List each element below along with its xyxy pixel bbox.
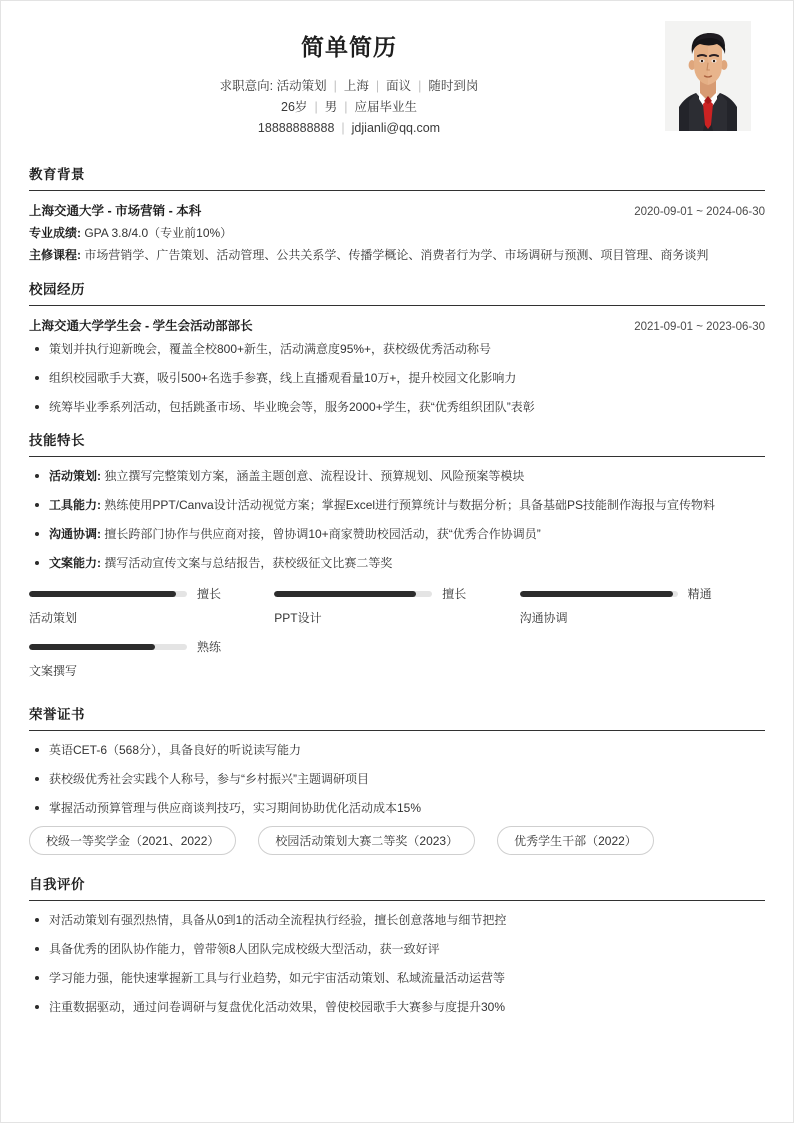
skill-bar-name: 文案撰写 xyxy=(29,664,78,678)
list-item: 注重数据驱动，通过问卷调研与复盘优化活动效果，曾使校园歌手大赛参与度提升30% xyxy=(29,998,765,1017)
skill-text: 撰写活动宣传文案与总结报告，获校级征文比赛二等奖 xyxy=(101,556,393,570)
skills-bullet-list xyxy=(29,467,765,573)
list-item xyxy=(29,496,765,515)
contact-item: 26岁 xyxy=(281,100,308,114)
skill-bar-track xyxy=(274,591,432,597)
list-item: 策划并执行迎新晚会，覆盖全校800+新生，活动满意度95%+，获校级优秀活动称号 xyxy=(29,340,765,359)
list-item: 具备优秀的团队协作能力，曾带领8人团队完成校级大型活动，获一致好评 xyxy=(29,940,765,959)
skill-bar xyxy=(29,585,274,626)
section-divider xyxy=(29,305,765,306)
detail-label: 专业成绩: xyxy=(29,226,81,240)
skill-text: 熟练使用PPT/Canva设计活动视觉方案；掌握Excel进行预算统计与数据分析；具备基础PS技能制作海报与宣传物料 xyxy=(101,498,716,512)
list-item xyxy=(29,467,765,486)
list-item: 掌握活动预算管理与供应商谈判技巧，实习期间协助优化活动成本15% xyxy=(29,799,765,818)
phone-number: 18888888888 xyxy=(257,121,335,135)
skill-bar-row xyxy=(29,585,274,602)
section-education xyxy=(29,163,765,266)
section-title: 校园经历 xyxy=(29,282,85,297)
skill-label: 沟通协调: xyxy=(49,527,101,541)
list-item: 统筹毕业季系列活动，包括跳蚤市场、毕业晚会等，服务2000+学生，获“优秀组织团队”表彰 xyxy=(29,398,765,417)
skill-bar-row xyxy=(520,585,765,602)
education-detail-line xyxy=(29,245,765,266)
section-skills xyxy=(29,429,765,691)
section-divider xyxy=(29,190,765,191)
list-item: 组织校园歌手大赛，吸引500+名选手参赛，线上直播观看量10万+，提升校园文化影响力 xyxy=(29,369,765,388)
skill-bar xyxy=(274,585,519,626)
campus-entry-title: 上海交通大学学生会 - 学生会活动部部长 xyxy=(29,319,253,333)
section-divider xyxy=(29,900,765,901)
divider: | xyxy=(333,79,337,93)
skill-bar-fill xyxy=(274,591,416,597)
status-badge: 校级一等奖学金（2021、2022） xyxy=(29,826,236,855)
email-address: jdjianli@qq.com xyxy=(351,121,441,135)
section-title: 技能特长 xyxy=(29,433,85,448)
avatar xyxy=(665,21,751,131)
contact-line xyxy=(29,76,669,97)
skill-bar-fill xyxy=(29,644,155,650)
campus-bullet-list xyxy=(29,340,765,417)
list-item: 对活动策划有强烈热情，具备从0到1的活动全流程执行经验，擅长创意落地与细节把控 xyxy=(29,911,765,930)
skill-bar-group xyxy=(29,585,765,691)
skill-bar-track xyxy=(29,591,187,597)
honor-badge-group xyxy=(29,826,765,861)
contact-item: 面议 xyxy=(386,79,412,93)
skill-bar-level: 熟练 xyxy=(197,640,222,654)
section-title: 自我评价 xyxy=(29,877,85,892)
section-divider xyxy=(29,730,765,731)
skill-bar-track xyxy=(520,591,678,597)
contact-line xyxy=(29,97,669,118)
page-title: 简单简历 xyxy=(301,34,397,60)
detail-label: 主修课程: xyxy=(29,248,81,262)
list-item: 英语CET-6（568分），具备良好的听说读写能力 xyxy=(29,741,765,760)
campus-entry-date: 2021-09-01 ~ 2023-06-30 xyxy=(634,321,765,333)
skill-bar xyxy=(520,585,765,626)
section-title: 教育背景 xyxy=(29,167,85,182)
education-entry-title: 上海交通大学 - 市场营销 - 本科 xyxy=(29,204,202,218)
skill-label: 活动策划: xyxy=(49,469,101,483)
skill-bar-name: PPT设计 xyxy=(274,611,322,625)
list-item xyxy=(29,554,765,573)
education-detail-line xyxy=(29,223,765,244)
divider: | xyxy=(344,100,348,114)
skill-bar-row xyxy=(29,638,274,655)
education-entry-date: 2020-09-01 ~ 2024-06-30 xyxy=(634,206,765,218)
section-campus-experience xyxy=(29,278,765,417)
divider: | xyxy=(375,79,380,93)
skill-bar-track xyxy=(29,644,187,650)
education-entry-header xyxy=(29,201,765,219)
section-honors xyxy=(29,703,765,861)
divider: | xyxy=(418,79,422,93)
portrait-photo-icon xyxy=(665,21,751,131)
skill-bar-level: 擅长 xyxy=(197,587,222,601)
honors-bullet-list xyxy=(29,741,765,818)
skill-text: 擅长跨部门协作与供应商对接，曾协调10+商家赞助校园活动，获“优秀合作协调员” xyxy=(101,527,541,541)
resume-content xyxy=(1,1,793,1017)
contact-block xyxy=(29,76,765,139)
resume-header xyxy=(29,21,765,151)
contact-item: 应届毕业生 xyxy=(354,100,417,114)
skill-bar-name: 沟通协调 xyxy=(519,611,568,625)
skill-label: 工具能力: xyxy=(49,498,101,512)
status-badge: 优秀学生干部（2022） xyxy=(497,826,654,855)
skill-bar-fill xyxy=(520,591,673,597)
section-title: 荣誉证书 xyxy=(29,707,85,722)
campus-entry-header xyxy=(29,316,765,334)
skill-bar xyxy=(29,638,274,679)
skill-bar-fill xyxy=(29,591,176,597)
contact-item: 求职意向: 活动策划 xyxy=(219,79,327,93)
skill-bar-level: 精通 xyxy=(687,587,712,601)
skill-text: 独立撰写完整策划方案，涵盖主题创意、流程设计、预算规划、风险预案等模块 xyxy=(101,469,525,483)
list-item: 学习能力强，能快速掌握新工具与行业趋势，如元宇宙活动策划、私域流量活动运营等 xyxy=(29,969,765,988)
contact-line xyxy=(29,118,669,139)
contact-item: 男 xyxy=(324,100,338,114)
skill-bar-row xyxy=(274,585,519,602)
skill-label: 文案能力: xyxy=(49,556,101,570)
list-item: 获校级优秀社会实践个人称号，参与“乡村振兴”主题调研项目 xyxy=(29,770,765,789)
self-evaluation-bullet-list xyxy=(29,911,765,1017)
divider: | xyxy=(314,100,318,114)
section-self-evaluation xyxy=(29,873,765,1017)
contact-item: 上海 xyxy=(343,79,369,93)
list-item xyxy=(29,525,765,544)
detail-text: 市场营销学、广告策划、活动管理、公共关系学、传播学概论、消费者行为学、市场调研与预测、项目管理、商务谈判 xyxy=(81,248,709,262)
detail-text: GPA 3.8/4.0（专业前10%） xyxy=(81,226,233,240)
contact-item: 随时到岗 xyxy=(428,79,479,93)
skill-bar-level: 擅长 xyxy=(442,587,467,601)
section-divider xyxy=(29,456,765,457)
status-badge: 校园活动策划大赛二等奖（2023） xyxy=(258,826,475,855)
skill-bar-name: 活动策划 xyxy=(29,611,78,625)
divider: | xyxy=(341,121,345,135)
